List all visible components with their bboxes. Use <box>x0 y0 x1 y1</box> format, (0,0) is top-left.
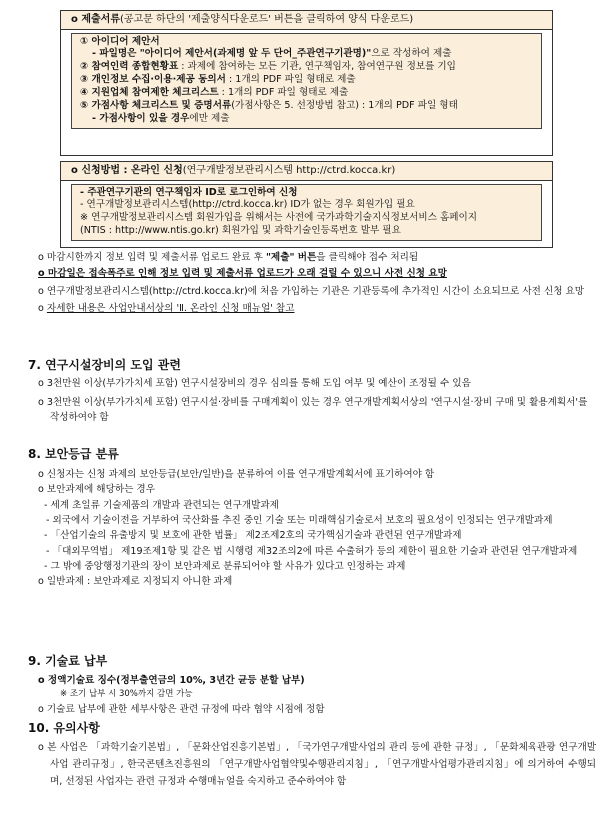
doc-item: - 파일명은 "아이디어 제안서(과제명 앞 두 단어_주관연구기관명)" <box>92 48 372 60</box>
list-item: - 「산업기술의 유출방지 및 보호에 관한 법률」 제2조제2호의 국가핵심기술과 관련된 연구개발과제 <box>44 530 462 542</box>
section-8-title: 8. 보안등급 분류 <box>28 447 119 461</box>
list-item: o 3천만원 이상(부가가치세 포함) 연구시설장비의 경우 심의를 통해 도입 여부 및 예산이 조정될 수 있음 <box>38 378 471 389</box>
section-8-body <box>38 467 596 590</box>
section-7-title: 7. 연구시설장비의 도입 관련 <box>28 358 181 372</box>
submission-docs-box <box>60 10 553 156</box>
list-item: o 본 사업은 「과학기술기본법」, 「문화산업진흥기본법」, 「국가연구개발사업의 관리 등에 관한 규정」, 「문화체육관광 연구개발사업 관리규정」, 한국콘텐츠진흥원의 「연구개발사업협약및수행관리지침」, 「연구개발사업평가관리지침」에 의거하여 수행되며, 선정된 사업자는 관련 규정과 수행매뉴얼을 숙지하고 준수하여야 함 <box>38 742 596 787</box>
doc-item: ① 아이디어 제안서 <box>80 35 160 47</box>
submission-docs-list: ① 아이디어 제안서 - 파일명은 "아이디어 제안서(과제명 앞 두 단어_주관연구기관명)"으로 작성하여 제출 ② 참여인력 종합현황표 : 과제에 참여하는 모든 기관, 연구책임자, 참여연구원 정보를 기입 ③ 개인정보 수집·이용·제공 동의서 : 1개의 PDF 파일 형태로 제출 ④ 지원업체 참여제한 체크리스트 : 1개의 PDF 파일 형태로 제출 ⑤ 가점사항 체크리스트 및 증명서류(가점사항은 5. 선정방법 참고) : 1개의 PDF 파일 형태 - 가점사항이 있을 경우에만 제출 <box>71 33 542 130</box>
section-9-body <box>38 673 596 717</box>
list-item: o 기술료 납부에 관한 세부사항은 관련 규정에 따라 협약 시점에 정함 <box>38 703 325 715</box>
manual-link[interactable]: 자세한 내용은 사업안내서상의 'Ⅱ. 온라인 신청 매뉴얼' 참고 <box>46 303 295 315</box>
list-item: o 신청자는 신청 과제의 보안등급(보안/일반)을 분류하여 이를 연구개발계획서에 표기하여야 함 <box>38 469 435 480</box>
section-9-title: 9. 기술료 납부 <box>28 654 108 668</box>
doc-item: ② 참여인력 종합현황표 <box>80 61 179 73</box>
list-item: - 그 밖에 중앙행정기관의 장이 보안과제로 분류되어야 할 사유가 있다고 인정하는 과제 <box>44 561 406 573</box>
method-item: (NTIS : http://www.ntis.go.kr) 회원가입 및 과학기술인등록번호 발부 필요 <box>80 225 401 237</box>
doc-item: ④ 지원업체 참여제한 체크리스트 <box>80 87 219 99</box>
list-item: o 일반과제 : 보안과제로 지정되지 아니한 과제 <box>38 576 233 588</box>
doc-item: ③ 개인정보 수집·이용·제공 동의서 <box>80 74 226 86</box>
method-item: - 주관연구기관의 연구책임자 ID로 로그인하여 신청 <box>80 186 298 198</box>
list-item: ※ 조기 납부 시 30%까지 감면 가능 <box>60 689 193 700</box>
notes-block <box>38 252 596 316</box>
list-item: o 정액기술료 징수(정부출연금의 10%, 3년간 균등 분할 납부) <box>38 675 305 686</box>
list-item: o 보안과제에 해당하는 경우 <box>38 484 155 496</box>
application-method-header: o 신청방법 : 온라인 신청(연구개발정보관리시스템 http://ctrd.kocca.kr) <box>61 162 552 181</box>
application-method-list <box>71 184 542 242</box>
section-7-body <box>38 378 596 426</box>
note-manual: o 자세한 내용은 사업안내서상의 'Ⅱ. 온라인 신청 매뉴얼' 참고 <box>38 303 295 315</box>
list-item: - 「대외무역법」 제19조제1항 및 같은 법 시행령 제32조의2에 따른 수출허가 등의 제한이 필요한 기술과 관련된 연구개발과제 <box>46 545 578 557</box>
section-10-body <box>38 740 596 790</box>
note-deadline: o 마감시한까지 정보 입력 및 제출서류 업로드 완료 후 "제출" 버튼을 클릭해야 접수 처리됨 <box>38 252 419 263</box>
list-item: - 외국에서 기술이전을 거부하여 국산화를 추진 중인 기술 또는 미래핵심기술로서 보호의 필요성이 인정되는 연구개발과제 <box>46 515 553 527</box>
note-early-apply: o 마감일은 접속폭주로 인해 정보 입력 및 제출서류 업로드가 오래 걸릴 수 있으니 사전 신청 요망 <box>38 267 447 279</box>
section-10-title: 10. 유의사항 <box>28 721 100 735</box>
method-item: - 연구개발정보관리시스템(http://ctrd.kocca.kr) ID가 없는 경우 회원가입 필요 <box>80 199 415 211</box>
list-item: - 세계 초일류 기술제품의 개발과 관련되는 연구개발과제 <box>44 499 279 511</box>
doc-item: ⑤ 가점사항 체크리스트 및 증명서류 <box>80 100 232 112</box>
doc-item: - 가점사항이 있을 경우 <box>92 113 190 125</box>
method-item: ※ 연구개발정보관리시스템 회원가입을 위해서는 사전에 국가과학기술지식정보서비스 홈페이지 <box>80 212 478 224</box>
list-item: o 3천만원 이상(부가가치세 포함) 연구시설·장비를 구매계획이 있는 경우 연구개발계획서상의 '연구시설·장비 구매 및 활용계획서'를 작성하여야 함 <box>38 396 588 424</box>
submission-docs-header: o 제출서류(공고문 하단의 '제출양식다운로드' 버튼을 클릭하여 양식 다운로드) <box>61 11 552 30</box>
note-registration: o 연구개발정보관리시스템(http://ctrd.kocca.kr)에 처음 가입하는 기관은 기관등록에 추가적인 시간이 소요되므로 사전 신청 요망 <box>38 285 585 297</box>
application-method-box <box>60 161 553 248</box>
